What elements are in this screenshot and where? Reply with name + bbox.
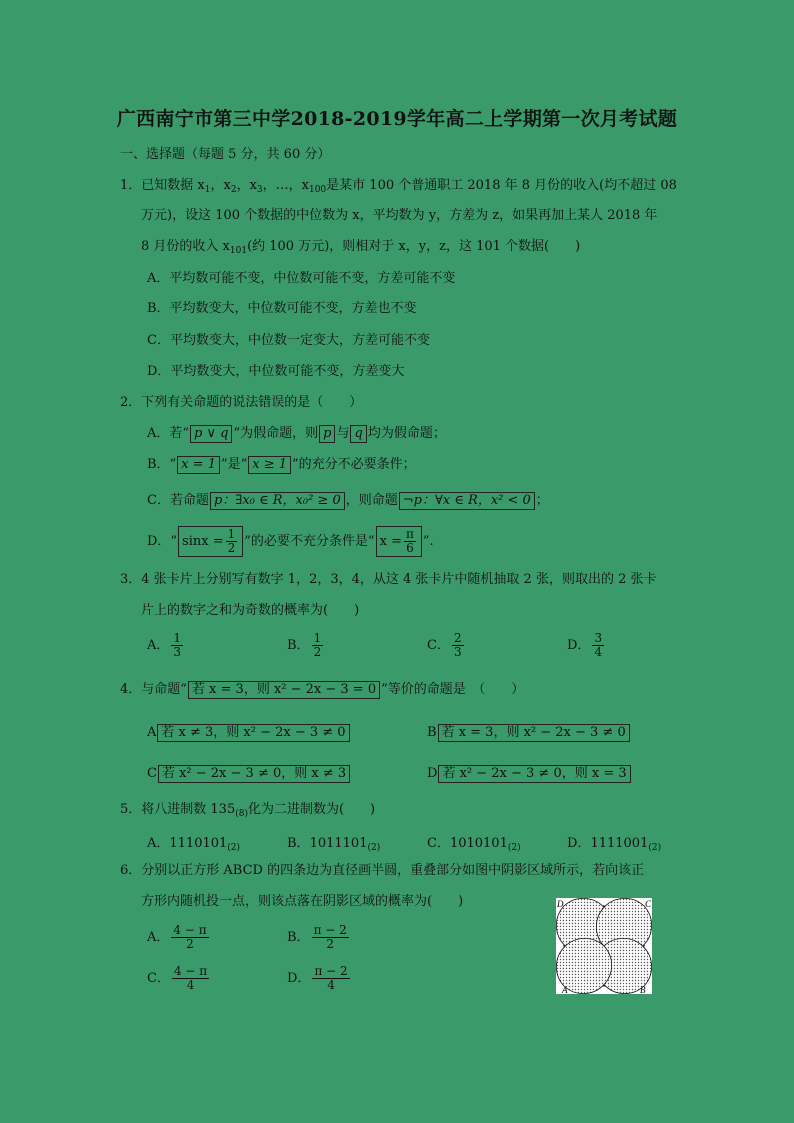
option-label: A bbox=[147, 725, 157, 740]
formula-box: 若 x = 3，则 x² − 2x − 3 = 0 bbox=[188, 681, 380, 699]
q6-line2: 方形内随机投一点，则该点落在阴影区域的概率为( ) bbox=[141, 894, 464, 909]
q3-line1: 3．4 张卡片上分别写有数字 1，2，3，4，从这 4 张卡片中随机抽取 2 张，则取出的 2 张卡 bbox=[120, 572, 657, 587]
q1-text: 8 月份的收入 x bbox=[141, 239, 230, 254]
fraction bbox=[171, 632, 183, 659]
vertex-label-c: C bbox=[645, 899, 652, 909]
q1-text: ，x bbox=[210, 178, 231, 193]
denominator: 3 bbox=[173, 645, 182, 659]
option-label: B． bbox=[287, 836, 310, 851]
denominator: 3 bbox=[453, 645, 462, 659]
q1-option-c[interactable]: C．平均数变大，中位数一定变大，方差可能不变 bbox=[147, 333, 430, 348]
numerator: 2 bbox=[453, 631, 462, 645]
vertex-label-a: A bbox=[562, 985, 568, 994]
denominator: 2 bbox=[313, 645, 322, 659]
option-label: D． bbox=[287, 971, 311, 986]
option-label: C． bbox=[427, 638, 450, 653]
option-label: D bbox=[427, 766, 438, 781]
q5-stem bbox=[120, 801, 375, 823]
option-label: D． bbox=[567, 638, 591, 653]
sub: 101 bbox=[229, 246, 248, 256]
q2-option-c[interactable] bbox=[147, 492, 549, 510]
q2-text: ”的必要不充分条件是“ bbox=[244, 534, 375, 549]
q3-option-2[interactable] bbox=[427, 632, 466, 659]
denominator: 2 bbox=[186, 937, 194, 951]
q2-text: ； bbox=[535, 493, 549, 508]
q2-stem: 2．下列有关命题的说法错误的是（ ） bbox=[120, 395, 363, 410]
q1-line1 bbox=[120, 177, 677, 199]
q4-text: 4．与命题“ bbox=[120, 682, 187, 697]
option-label: C． bbox=[427, 836, 450, 851]
option-label: C bbox=[147, 766, 157, 781]
q5-option-2[interactable] bbox=[427, 832, 521, 853]
q1-text: 是某市 100 个普通职工 2018 年 8 月份的收入(均不超过 08 bbox=[326, 178, 677, 193]
q2-option-a[interactable] bbox=[147, 425, 446, 443]
fraction bbox=[312, 965, 349, 992]
option-label: A． bbox=[147, 638, 170, 653]
fraction bbox=[226, 528, 238, 555]
page-title: 广西南宁市第三中学2018-2019学年高二上学期第一次月考试题 bbox=[116, 108, 678, 130]
q4-text: ”等价的命题是 （ ） bbox=[381, 682, 525, 697]
denominator: 2 bbox=[326, 937, 334, 951]
option-label: B． bbox=[287, 930, 310, 945]
q5-option-3[interactable] bbox=[567, 832, 661, 853]
option-label: B． bbox=[287, 638, 310, 653]
q2-text: ，则命题 bbox=[345, 493, 398, 508]
numerator: π − 2 bbox=[314, 964, 348, 978]
q2-text: 与 bbox=[336, 426, 350, 441]
denominator: 4 bbox=[594, 645, 603, 659]
q6-option-0[interactable] bbox=[147, 924, 211, 951]
formula-box: x ≥ 1 bbox=[248, 456, 291, 474]
q3-line2: 片上的数字之和为奇数的概率为( ) bbox=[141, 603, 360, 618]
q2-text: D．“ bbox=[147, 534, 178, 549]
numerator: 1 bbox=[227, 527, 236, 541]
option-label: B bbox=[427, 725, 437, 740]
square-semicircles-figure bbox=[556, 898, 652, 994]
q2-option-b[interactable] bbox=[147, 456, 416, 474]
q1-text: 1．已知数据 x bbox=[120, 178, 205, 193]
formula-box: x = 1 bbox=[177, 456, 220, 474]
base-subscript: (2) bbox=[367, 843, 381, 853]
numerator: π − 2 bbox=[313, 923, 347, 937]
formula-box: p bbox=[319, 425, 335, 443]
q5-text: 化为二进制数为( ) bbox=[247, 802, 376, 817]
denominator: 2 bbox=[227, 541, 236, 555]
q6-line1: 6．分别以正方形 ABCD 的四条边为直径画半圆，重叠部分如图中阴影区域所示，若向该正 bbox=[120, 863, 645, 878]
numerator: 1 bbox=[173, 631, 182, 645]
option-value: 1111001 bbox=[590, 836, 649, 851]
q1-option-b[interactable]: B．平均数变大，中位数可能不变，方差也不变 bbox=[147, 301, 417, 316]
q1-text: (约 100 万元)，则相对于 x，y，z，这 101 个数据( ) bbox=[247, 239, 581, 254]
formula-box: p：∃x₀ ∈ R，x₀² ≥ 0 bbox=[210, 492, 345, 510]
section-heading: 一、选择题（每题 5 分，共 60 分） bbox=[120, 147, 331, 162]
vertex-label-b: B bbox=[640, 985, 646, 994]
base-subscript: (2) bbox=[227, 843, 241, 853]
q2-text: ”是“ bbox=[220, 457, 248, 472]
q4-option-d[interactable] bbox=[427, 765, 632, 783]
numerator: 3 bbox=[594, 631, 603, 645]
formula-box bbox=[376, 526, 422, 557]
q2-text: ”的充分不必要条件； bbox=[292, 457, 416, 472]
q6-option-2[interactable] bbox=[147, 965, 211, 992]
q4-option-c[interactable] bbox=[147, 765, 351, 783]
fraction bbox=[404, 528, 416, 555]
formula-box: ¬p：∀x ∈ R，x² < 0 bbox=[399, 492, 535, 510]
q5-option-1[interactable] bbox=[287, 832, 380, 853]
q2-text: C．若命题 bbox=[147, 493, 209, 508]
option-value: 1110101 bbox=[169, 836, 228, 851]
q1-line2: 万元)，设这 100 个数据的中位数为 x，平均数为 y，方差为 z，如果再加上某人 2018 年 bbox=[141, 208, 658, 223]
q3-option-0[interactable] bbox=[147, 632, 185, 659]
formula-box: 若 x = 3，则 x² − 2x − 3 ≠ 0 bbox=[438, 724, 630, 742]
numerator: π bbox=[405, 527, 414, 541]
fraction bbox=[171, 924, 208, 951]
fraction bbox=[312, 924, 349, 951]
numerator: 4 − π bbox=[173, 923, 207, 937]
q3-option-3[interactable] bbox=[567, 632, 606, 659]
base-subscript: (2) bbox=[507, 843, 521, 853]
fraction bbox=[172, 965, 209, 992]
q5-option-0[interactable] bbox=[147, 832, 240, 853]
formula-box: p ∨ q bbox=[190, 425, 232, 443]
q1-option-a[interactable]: A．平均数可能不变，中位数可能不变，方差可能不变 bbox=[147, 271, 456, 286]
q2-text: A．若“ bbox=[147, 426, 190, 441]
formula-text: sinx = bbox=[182, 534, 224, 549]
q6-option-1[interactable] bbox=[287, 924, 351, 951]
formula-box: q bbox=[350, 425, 366, 443]
fraction bbox=[452, 632, 464, 659]
sub: 100 bbox=[308, 185, 327, 195]
q2-text: B．“ bbox=[147, 457, 177, 472]
q1-text: ，…，x bbox=[262, 178, 309, 193]
option-value: 1010101 bbox=[449, 836, 508, 851]
sub: (8) bbox=[235, 809, 248, 819]
q2-text: ”. bbox=[422, 534, 434, 549]
q4-option-b[interactable] bbox=[427, 724, 631, 742]
q1-option-d[interactable]: D．平均数变大，中位数可能不变，方差变大 bbox=[147, 364, 405, 379]
fraction bbox=[592, 632, 604, 659]
option-label: A． bbox=[147, 836, 170, 851]
option-value: 1011101 bbox=[309, 836, 368, 851]
denominator: 6 bbox=[406, 541, 414, 555]
formula-box: 若 x² − 2x − 3 ≠ 0，则 x = 3 bbox=[438, 765, 630, 783]
sub: 2 bbox=[230, 185, 237, 195]
formula-box: 若 x² − 2x − 3 ≠ 0，则 x ≠ 3 bbox=[158, 765, 350, 783]
q2-text: ”为假命题，则 bbox=[233, 426, 319, 441]
numerator: 1 bbox=[313, 631, 322, 645]
q5-text: 5．将八进制数 135 bbox=[120, 802, 236, 817]
q2-option-d[interactable] bbox=[147, 526, 434, 557]
formula-text: x = bbox=[379, 534, 402, 549]
numerator: 4 − π bbox=[173, 964, 208, 978]
sub: 1 bbox=[204, 185, 211, 195]
q3-option-1[interactable] bbox=[287, 632, 325, 659]
q1-line3 bbox=[141, 238, 580, 260]
denominator: 4 bbox=[327, 978, 335, 992]
q6-option-3[interactable] bbox=[287, 965, 352, 992]
formula-box bbox=[178, 526, 243, 557]
q1-text: ，x bbox=[236, 178, 257, 193]
q4-option-a[interactable] bbox=[147, 724, 351, 742]
option-label: D． bbox=[567, 836, 591, 851]
base-subscript: (2) bbox=[648, 843, 662, 853]
q4-stem bbox=[120, 681, 524, 699]
sub: 3 bbox=[256, 185, 263, 195]
fraction bbox=[312, 632, 324, 659]
option-label: C． bbox=[147, 971, 170, 986]
vertex-label-d: D bbox=[557, 899, 564, 909]
q2-text: 均为假命题； bbox=[367, 426, 446, 441]
denominator: 4 bbox=[186, 978, 195, 992]
formula-box: 若 x ≠ 3，则 x² − 2x − 3 ≠ 0 bbox=[157, 724, 349, 742]
option-label: A． bbox=[147, 930, 170, 945]
